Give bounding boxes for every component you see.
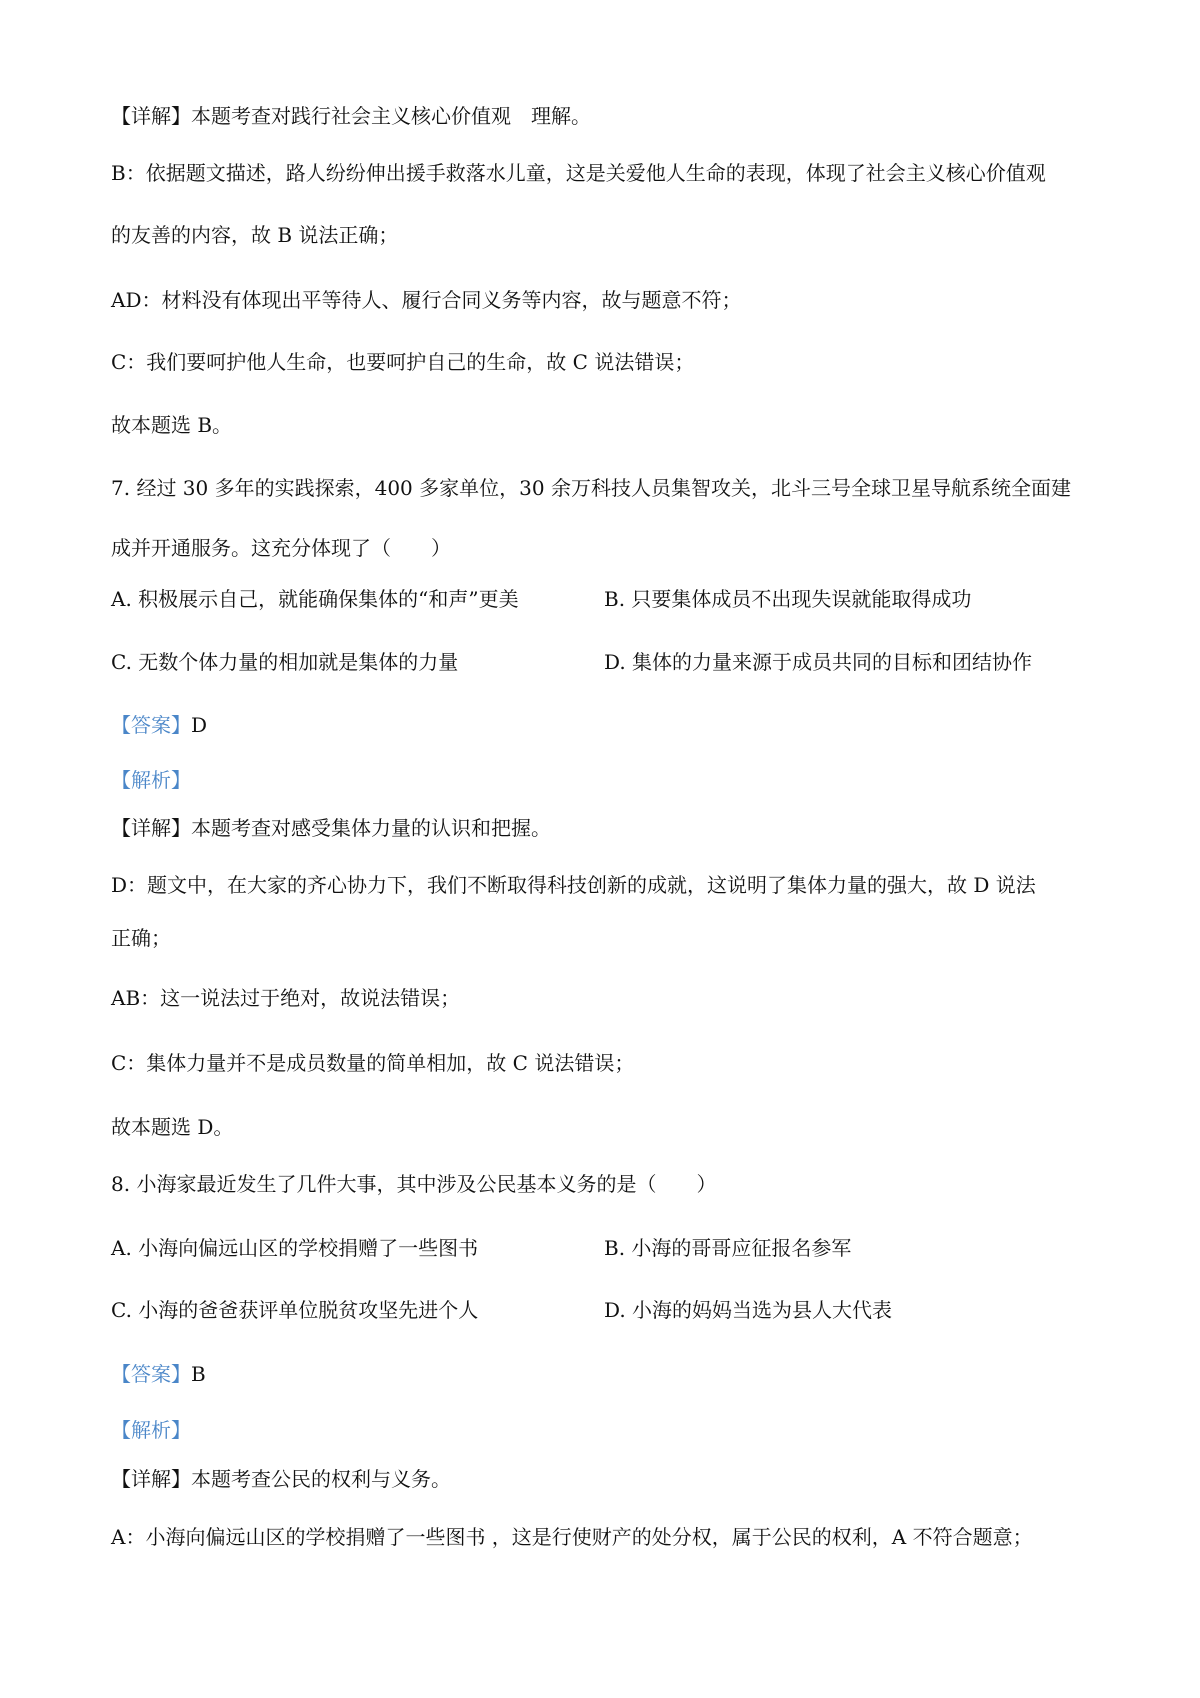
q8-analysis-label: 【解析】: [111, 1418, 191, 1442]
q7-answer-value: D: [191, 713, 208, 737]
q6-conclusion: 故本题选 B。: [111, 413, 233, 437]
q8-explain-a: A：小海向偏远山区的学校捐赠了一些图书 ，这是行使财产的处分权，属于公民的权利，A 不符合题意；: [111, 1525, 1033, 1549]
q8-detail: 【详解】本题考查公民的权利与义务。: [111, 1467, 451, 1491]
q7-explain-d-line1: D：题文中，在大家的齐心协力下，我们不断取得科技创新的成就，这说明了集体力量的强大，故 D 说法: [111, 873, 1036, 897]
q6-explain-ad: AD：材料没有体现出平等待人、履行合同义务等内容，故与题意不符；: [111, 288, 742, 312]
q8-option-b: B. 小海的哥哥应征报名参军: [604, 1236, 852, 1260]
q7-explain-ab: AB：这一说法过于绝对，故说法错误；: [111, 986, 461, 1010]
q8-stem: 8. 小海家最近发生了几件大事，其中涉及公民基本义务的是（ ）: [111, 1172, 717, 1196]
q8-option-d: D. 小海的妈妈当选为县人大代表: [604, 1298, 893, 1322]
q7-option-a: A. 积极展示自己，就能确保集体的“和声”更美: [111, 587, 519, 611]
q7-stem-line2: 成并开通服务。这充分体现了（ ）: [111, 536, 451, 560]
q7-answer-label: 【答案】: [111, 713, 191, 737]
q6-detail: 【详解】本题考查对践行社会主义核心价值观 理解。: [111, 104, 591, 128]
q7-option-c: C. 无数个体力量的相加就是集体的力量: [111, 650, 459, 674]
q7-detail: 【详解】本题考查对感受集体力量的认识和把握。: [111, 816, 551, 840]
q7-analysis-label: 【解析】: [111, 768, 191, 792]
q6-explain-b-line1: B：依据题文描述，路人纷纷伸出援手救落水儿童，这是关爱他人生命的表现，体现了社会主义核心价值观: [111, 161, 1046, 185]
q7-answer: [111, 713, 207, 737]
q8-answer-label: 【答案】: [111, 1362, 191, 1386]
q8-answer-value: B: [191, 1362, 206, 1386]
q8-option-a: A. 小海向偏远山区的学校捐赠了一些图书: [111, 1236, 479, 1260]
q7-option-b: B. 只要集体成员不出现失误就能取得成功: [604, 587, 972, 611]
q6-explain-c: C：我们要呵护他人生命，也要呵护自己的生命，故 C 说法错误；: [111, 350, 695, 374]
q7-explain-d-line2: 正确；: [111, 926, 171, 950]
q7-option-d: D. 集体的力量来源于成员共同的目标和团结协作: [604, 650, 1033, 674]
q8-answer: [111, 1362, 206, 1386]
q8-option-c: C. 小海的爸爸获评单位脱贫攻坚先进个人: [111, 1298, 479, 1322]
q7-stem-line1: 7. 经过 30 多年的实践探索，400 多家单位，30 余万科技人员集智攻关，北斗三号全球卫星导航系统全面建: [111, 476, 1071, 500]
q7-explain-c: C：集体力量并不是成员数量的简单相加，故 C 说法错误；: [111, 1051, 635, 1075]
q7-conclusion: 故本题选 D。: [111, 1115, 234, 1139]
q6-explain-b-line2: 的友善的内容，故 B 说法正确；: [111, 223, 399, 247]
